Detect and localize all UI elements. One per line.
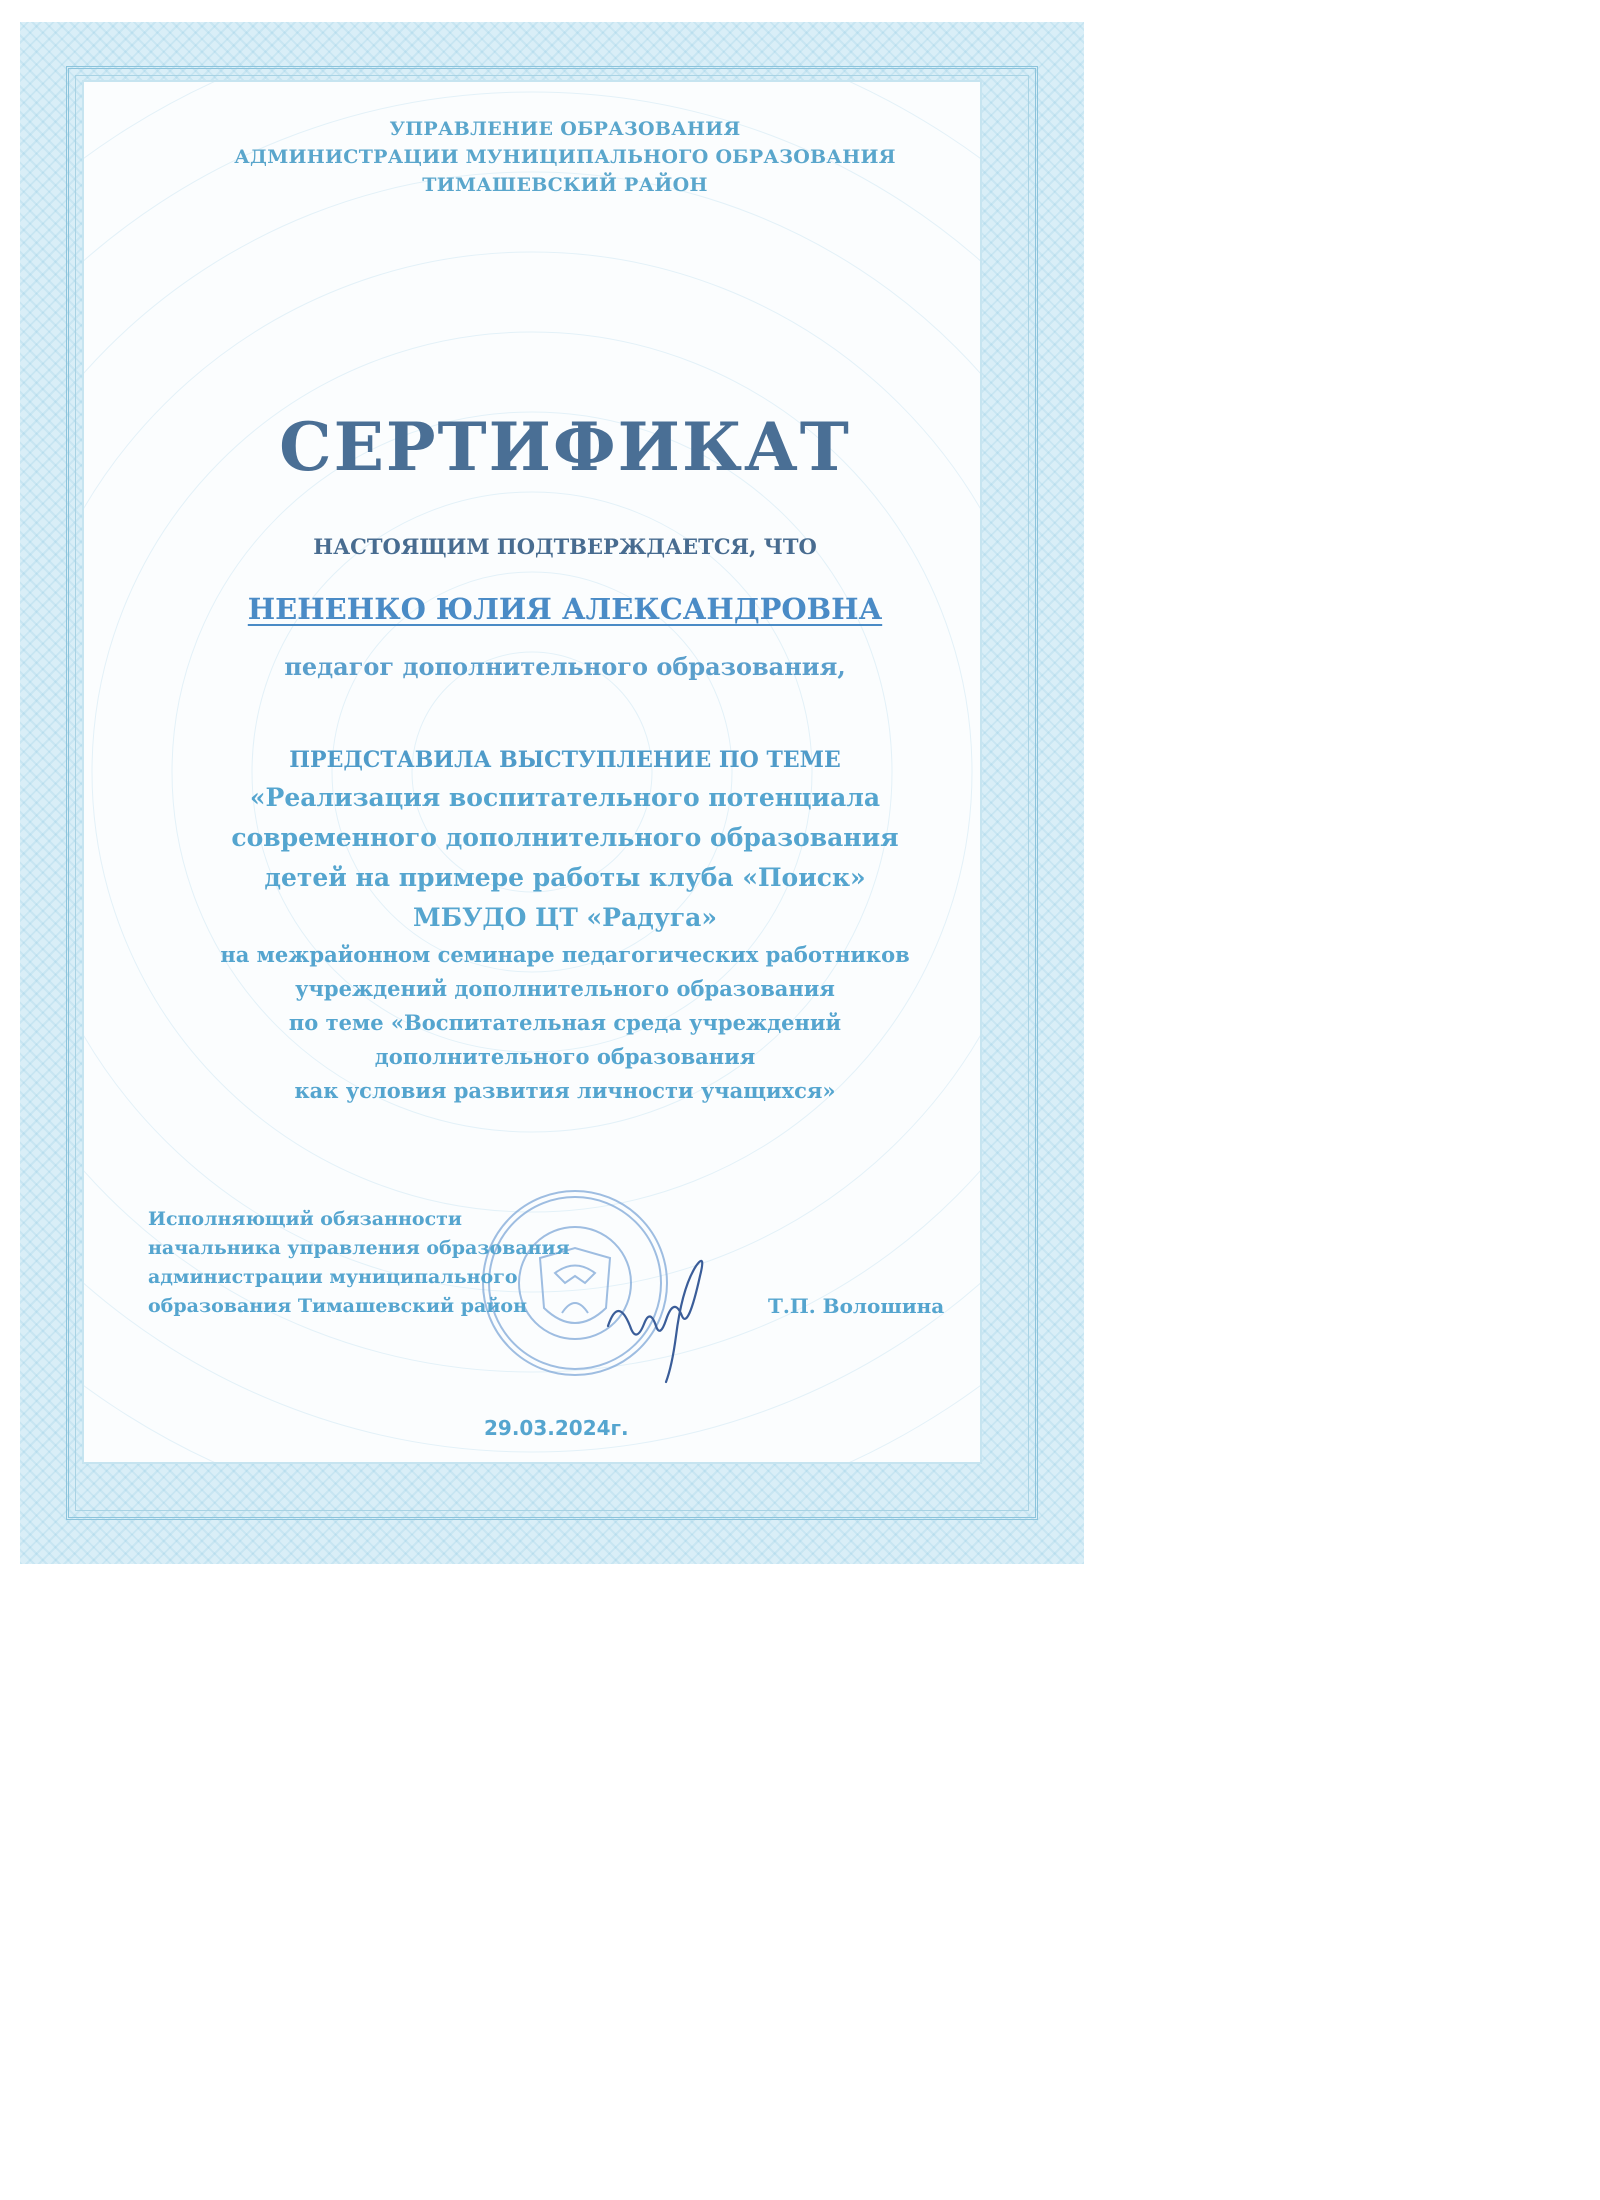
- body-line: дополнительного образования: [374, 1044, 756, 1069]
- issuer-line-1: УПРАВЛЕНИЕ ОБРАЗОВАНИЯ: [389, 118, 741, 140]
- issuer-line-3: ТИМАШЕВСКИЙ РАЙОН: [422, 174, 708, 196]
- handwritten-signature: [600, 1256, 720, 1386]
- body-line: на межрайонном семинаре педагогических работников: [220, 942, 910, 967]
- body-line: как условия развития личности учащихся»: [294, 1078, 836, 1103]
- signatory-title: [148, 1205, 570, 1321]
- certificate-body: [0, 742, 1130, 1108]
- issuer-line-2: АДМИНИСТРАЦИИ МУНИЦИПАЛЬНОГО ОБРАЗОВАНИЯ: [234, 146, 896, 168]
- body-line: «Реализация воспитательного потенциала: [249, 783, 881, 812]
- body-line: по теме «Воспитательная среда учреждений: [288, 1010, 842, 1035]
- body-line: современного дополнительного образования: [231, 823, 899, 852]
- body-line: учреждений дополнительного образования: [295, 976, 835, 1001]
- signatory-line: администрации муниципального: [148, 1266, 518, 1288]
- signatory-line: начальника управления образования: [148, 1237, 570, 1259]
- signatory-name: Т.П. Волошина: [768, 1294, 945, 1318]
- issue-date: 29.03.2024г.: [484, 1416, 629, 1440]
- recipient-position: педагог дополнительного образования,: [284, 652, 846, 681]
- body-line: детей на примере работы клуба «Поиск»: [264, 863, 866, 892]
- recipient-name: НЕНЕНКО ЮЛИЯ АЛЕКСАНДРОВНА: [247, 592, 883, 626]
- signatory-line: образования Тимашевский район: [148, 1295, 528, 1317]
- body-line: ПРЕДСТАВИЛА ВЫСТУПЛЕНИЕ ПО ТЕМЕ: [289, 747, 841, 773]
- body-line: МБУДО ЦТ «Радуга»: [413, 903, 717, 932]
- signatory-line: Исполняющий обязанности: [148, 1208, 463, 1230]
- confirmation-text: НАСТОЯЩИМ ПОДТВЕРЖДАЕТСЯ, ЧТО: [313, 534, 817, 559]
- certificate-title: СЕРТИФИКАТ: [279, 408, 851, 486]
